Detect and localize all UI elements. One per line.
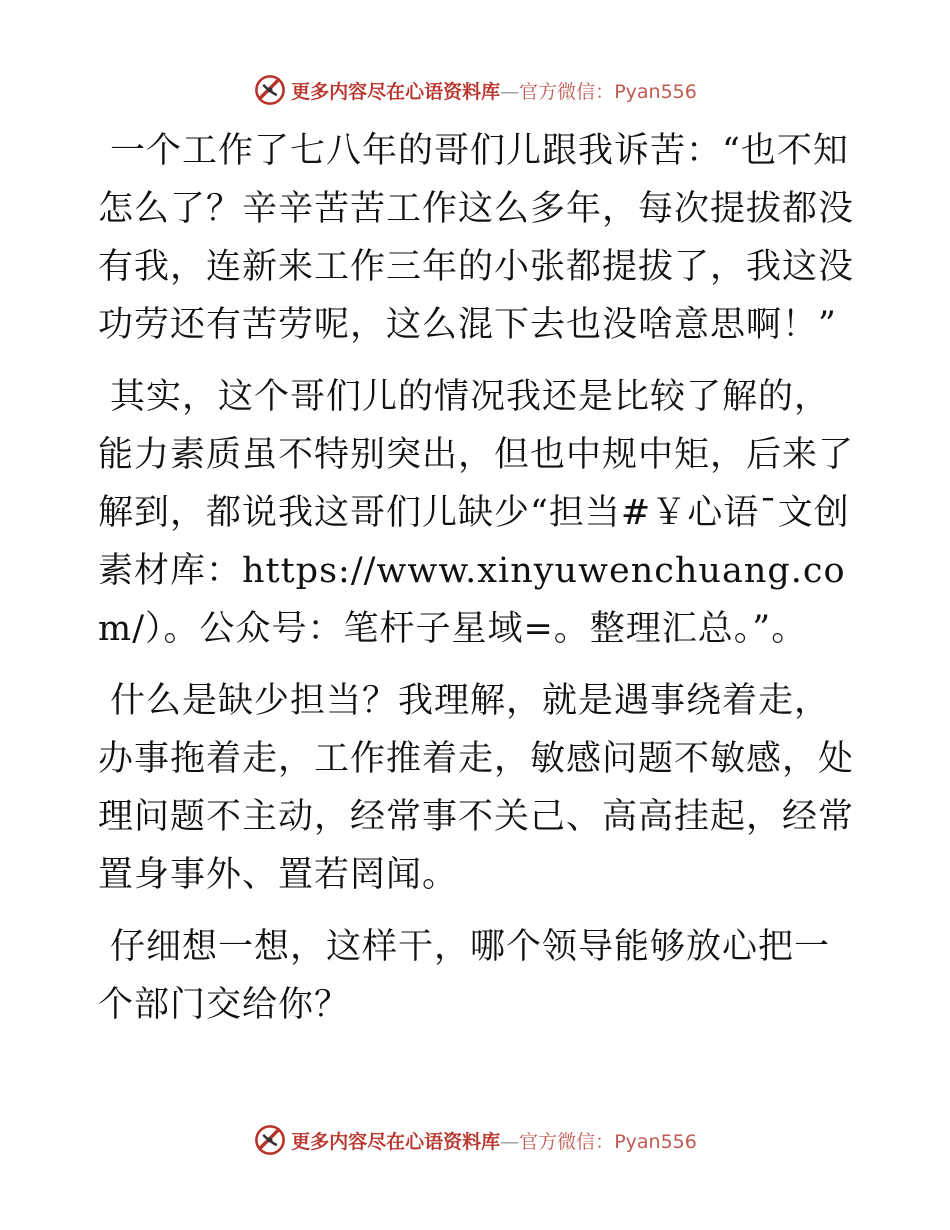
watermark-dash: — (500, 80, 520, 103)
watermark-account-label: 官方微信： (519, 1130, 615, 1153)
header-watermark (0, 68, 950, 112)
footer-watermark (0, 1118, 950, 1162)
paragraph-2: 其实，这个哥们儿的情况我还是比较了解的，能力素质虽不特别突出，但也中规中矩，后来了解到，都说我这哥们儿缺少“担当#￥心语¯文创素材库：https://www.xinyuwenchuang.com/）。公众号：笔杆子星域=。整理汇总。”。 (98, 377, 855, 649)
document-body (98, 122, 858, 1048)
watermark-account-label: 官方微信： (519, 80, 615, 103)
watermark-dash: — (500, 1130, 520, 1153)
watermark-title: 更多内容尽在心语资料库 (291, 80, 501, 103)
watermark-account-id: Pyan556 (614, 80, 697, 103)
logo-icon (253, 73, 287, 107)
watermark-title: 更多内容尽在心语资料库 (291, 1130, 501, 1153)
watermark-account-id: Pyan556 (614, 1130, 697, 1153)
paragraph-4: 仔细想一想，这样干，哪个领导能够放心把一个部门交给你？ (98, 927, 831, 1025)
paragraph-3: 什么是缺少担当？我理解，就是遇事绕着走，办事拖着走，工作推着走，敏感问题不敏感，处理问题不主动，经常事不关己、高高挂起，经常置身事外、置若罔闻。 (98, 681, 855, 895)
paragraph-1: 一个工作了七八年的哥们儿跟我诉苦：“也不知怎么了？辛辛苦苦工作这么多年，每次提拔都没有我，连新来工作三年的小张都提拔了，我这没功劳还有苦劳呢，这么混下去也没啥意思啊！” (98, 131, 855, 345)
logo-icon (253, 1123, 287, 1157)
